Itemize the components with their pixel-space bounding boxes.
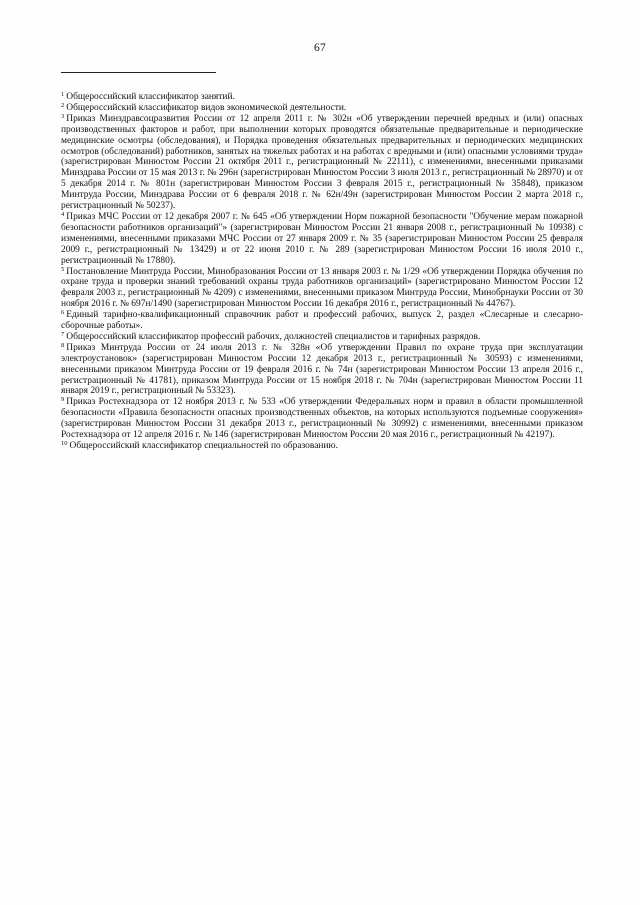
- footnote-text: Приказ Минтруда России от 24 июля 2013 г. № 328н «Об утверждении Правил по охране труда при эксплуатации электроустановок» (зарегистрирован Минюстом России 12 декабря 2013 г., регистрационный № 30593) с изменениями, внесенными приказом Минтруда России от 19 февраля 2016 г. № 74н (зарегистрирован Минюстом России 13 апреля 2016 г., регистрационный № 41781), приказом Минтруда России от 15 ноября 2018 г. № 704н (зарегистрирован Минюстом России 11 января 2019 г., регистрационный № 53323).: [61, 342, 583, 397]
- footnote-text: Приказ Ростехнадзора от 12 ноября 2013 г. № 533 «Об утверждении Федеральных норм и правил в области промышленной безопасности «Правила безопасности опасных производственных объектов, на которых используются подъемные сооружения» (зарегистрирован Минюстом России 31 декабря 2013 г., регистрационный № 30992) с изменениями, внесенными приказом Ростехнадзора от 12 апреля 2016 г. № 146 (зарегистрирован Минюстом России 20 мая 2016 г., регистрационный № 42197).: [61, 397, 583, 441]
- footnote-marker: 9: [61, 396, 65, 404]
- footnote-text: Единый тарифно-квалификационный справочник работ и профессий рабочих, выпуск 2, раздел «Слесарные и слесарно-сборочные работы».: [61, 310, 583, 332]
- footnote-text: Приказ Минздравсоцразвития России от 12 апреля 2011 г. № 302н «Об утверждении перечней вредных и (или) опасных производственных факторов и работ, при выполнении которых проводятся обязательные предварительные и периодические медицинские осмотры (обследования), и Порядка проведения обязательных предварительных и периодических медицинских осмотров (обследований) работников, занятых на тяжелых работах и на работах с вредными и (или) опасными условиями труда» (зарегистрирован Минюстом России 21 октября 2011 г., регистрационный № 22111), с изменениями, внесенными приказами Минздрава России от 15 мая 2013 г. № 296н (зарегистрирован Минюстом России 3 июля 2013 г., регистрационный № 28970) и от 5 декабря 2014 г. № 801н (зарегистрирован Минюстом России 3 февраля 2015 г., регистрационный № 35848), приказом Минтруда России, Минздрава России от 6 февраля 2018 г. № 62н/49н (зарегистрирован Минюстом России 2 марта 2018 г., регистрационный № 50237).: [61, 113, 583, 212]
- footnote-marker: 7: [61, 330, 65, 338]
- footnote-9: [61, 397, 583, 441]
- footnote-2: [61, 103, 583, 114]
- footnote-marker: 5: [61, 265, 65, 273]
- footnote-7: [61, 332, 583, 343]
- footnote-marker: 10: [61, 440, 68, 447]
- footnote-marker: 4: [61, 210, 65, 218]
- footnote-8: [61, 343, 583, 398]
- footnote-marker: 1: [61, 91, 65, 98]
- footnote-3: [61, 114, 583, 212]
- footnote-text: Общероссийский классификатор профессий рабочих, должностей специалистов и тарифных разрядов.: [66, 331, 481, 342]
- footnote-marker: 2: [61, 101, 65, 109]
- footnote-6: [61, 310, 583, 332]
- footnote-marker: 8: [61, 341, 65, 349]
- footnote-text: Постановление Минтруда России, Минобразования России от 13 января 2003 г. № 1/29 «Об утверждении Порядка обучения по охране труда и проверки знаний требований охраны труда работников организаций» (зарегистрировано Минюстом России 12 февраля 2003 г., регистрационный № 4209) с изменениями, внесенными приказом Минтруда России, Минобрнауки России от 30 ноября 2016 г. № 697н/1490 (зарегистрирован Минюстом России 16 декабря 2016 г., регистрационный № 44767).: [61, 266, 583, 310]
- footnote-10: [61, 441, 583, 452]
- footnote-5: [61, 267, 583, 311]
- footnote-1: [61, 92, 583, 103]
- footnote-marker: 6: [61, 309, 65, 317]
- footnote-text: Общероссийский классификатор видов экономической деятельности.: [66, 102, 347, 113]
- footnote-text: Общероссийский классификатор занятий.: [66, 92, 235, 102]
- footnote-4: [61, 212, 583, 267]
- footnotes-list: [61, 92, 583, 452]
- footnote-text: Приказ МЧС России от 12 декабря 2007 г. № 645 «Об утверждении Норм пожарной безопасности "Обучение мерам пожарной безопасности работников организаций"» (зарегистрирован Минюстом России 21 января 2008 г., регистрационный № 10938) с изменениями, внесенными приказами МЧС России от 27 января 2009 г. № 35 (зарегистрирован Минюстом России 25 февраля 2009 г., регистрационный № 13429) и от 22 июня 2010 г. № 289 (зарегистрирован Минюстом России 16 июля 2010 г., регистрационный № 17880).: [61, 211, 583, 266]
- footnote-text: Общероссийский классификатор специальностей по образованию.: [69, 441, 338, 451]
- page-number: 67: [313, 42, 327, 54]
- footnote-marker: 3: [61, 112, 65, 120]
- footnote-separator-line: [61, 72, 216, 73]
